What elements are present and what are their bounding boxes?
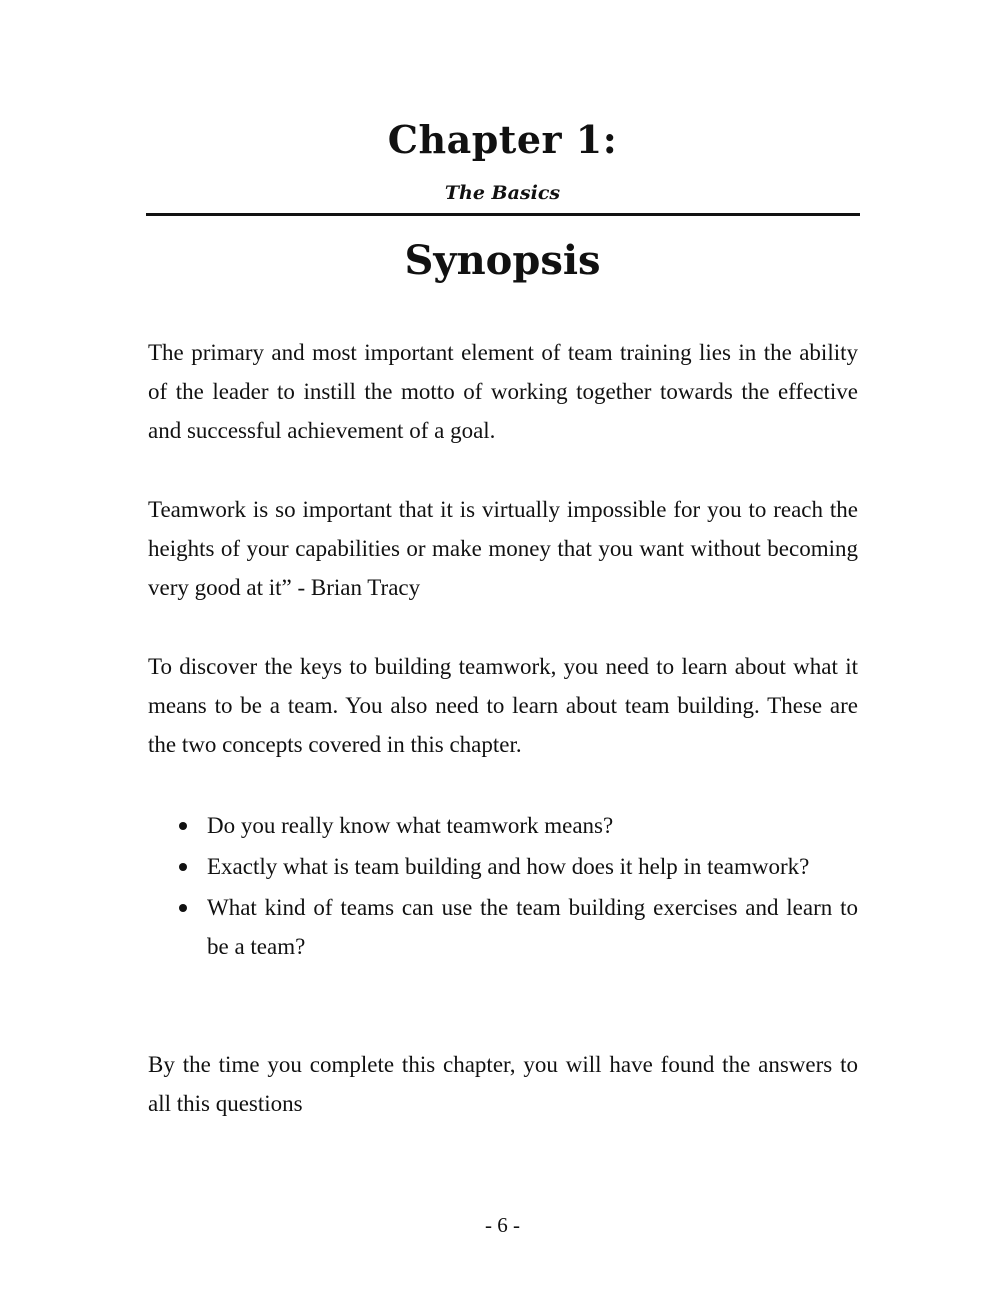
paragraph-quote: Teamwork is so important that it is virtually impossible for you to reach the heights of your capabilities or make money that you want without becoming very good at it” - Brian Tracy	[148, 497, 858, 600]
page-number: - 6 -	[485, 1213, 520, 1237]
chapter-title: Chapter 1:	[387, 117, 618, 162]
list-item-text: Do you really know what teamwork means?	[207, 813, 614, 838]
paragraph-concepts: To discover the keys to building teamwork, you need to learn about what it means to be a team. You also need to learn about team building. These are the two concepts covered in this chapter.	[148, 654, 858, 757]
title-divider	[146, 213, 860, 216]
bullet-icon	[179, 863, 187, 871]
paragraph-closing: By the time you complete this chapter, you will have found the answers to all this questions	[148, 1052, 858, 1116]
list-item-text: What kind of teams can use the team building exercises and learn to be a team?	[207, 895, 858, 959]
question-list	[148, 806, 858, 968]
bullet-icon	[179, 904, 187, 912]
list-item	[148, 888, 858, 966]
chapter-subtitle: The Basics	[444, 182, 561, 204]
list-item	[148, 806, 858, 845]
paragraph-intro: The primary and most important element of team training lies in the ability of the leader to instill the motto of working together towards the effective and successful achievement of a goal.	[148, 340, 858, 443]
list-item	[148, 847, 858, 886]
section-heading: Synopsis	[404, 237, 601, 284]
list-item-text: Exactly what is team building and how does it help in teamwork?	[207, 854, 810, 879]
bullet-icon	[179, 822, 187, 830]
